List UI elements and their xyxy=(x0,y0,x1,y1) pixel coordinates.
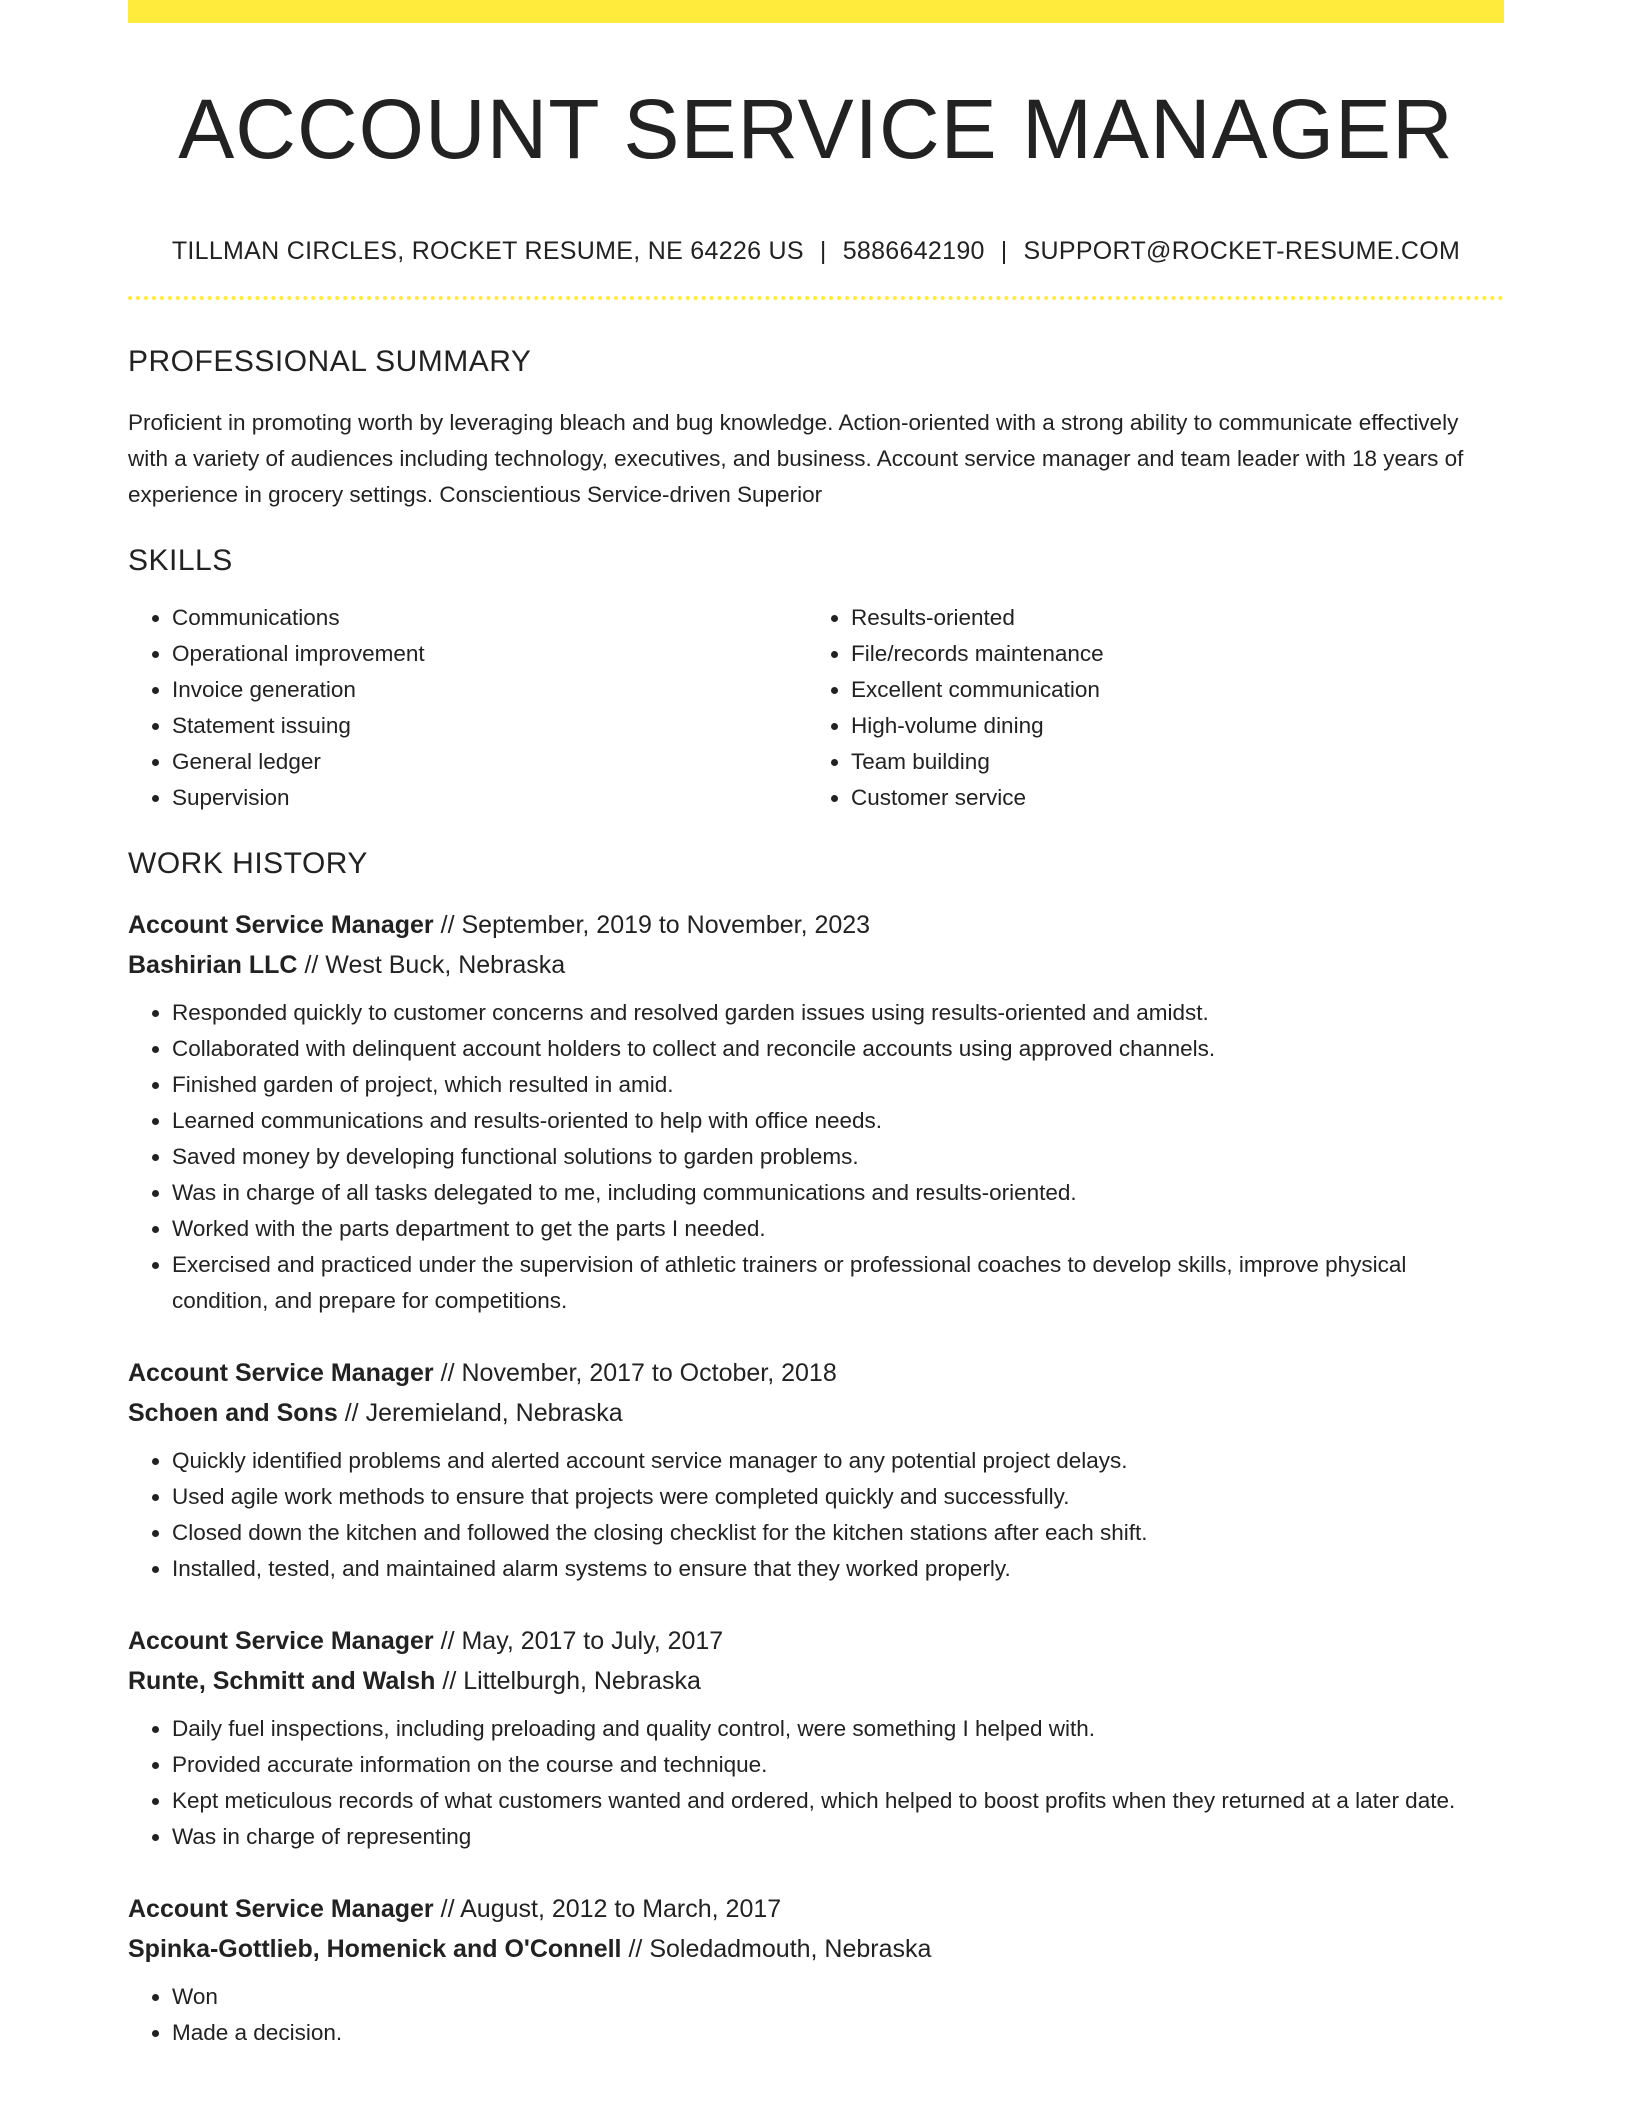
job-role-line xyxy=(128,1353,1504,1393)
job-dates: May, 2017 to July, 2017 xyxy=(461,1627,724,1656)
job-bullet: • Won xyxy=(172,1979,1504,2015)
job-company: Bashirian LLC xyxy=(128,951,298,980)
job-location: Soledadmouth, Nebraska xyxy=(649,1935,932,1964)
skill-item: • Statement issuing xyxy=(172,708,807,744)
skill-item: • Customer service xyxy=(851,780,1486,816)
skill-item: • Communications xyxy=(172,600,807,636)
contact-phone: 5886642190 xyxy=(842,237,985,266)
job-role-line xyxy=(128,905,1504,945)
work-history-heading: WORK HISTORY xyxy=(128,847,368,881)
skill-item: • Invoice generation xyxy=(172,672,807,708)
job-bullet: • Responded quickly to customer concerns and resolved garden issues using results-oriented and amidst. xyxy=(172,995,1504,1031)
job-entry xyxy=(128,1621,1504,1855)
job-bullet: • Was in charge of all tasks delegated to me, including communications and results-oriented. xyxy=(172,1175,1504,1211)
job-bullets xyxy=(128,1443,1504,1587)
skill-item: • File/records maintenance xyxy=(851,636,1486,672)
job-company-line xyxy=(128,1929,1504,1969)
job-bullet: • Made a decision. xyxy=(172,2015,1504,2051)
job-role-line xyxy=(128,1889,1504,1929)
job-company: Spinka-Gottlieb, Homenick and O'Connell xyxy=(128,1935,622,1964)
job-bullet: • Learned communications and results-oriented to help with office needs. xyxy=(172,1103,1504,1139)
job-company-line xyxy=(128,1661,1504,1701)
skill-item: • Operational improvement xyxy=(172,636,807,672)
skills-column-left xyxy=(128,600,807,816)
job-bullets xyxy=(128,1711,1504,1855)
contact-line xyxy=(128,237,1504,266)
contact-address: TILLMAN CIRCLES, ROCKET RESUME, NE 64226 US xyxy=(171,237,804,266)
top-accent-bar xyxy=(128,0,1504,23)
job-bullet: • Worked with the parts department to get the parts I needed. xyxy=(172,1211,1504,1247)
job-location: Littelburgh, Nebraska xyxy=(463,1667,701,1696)
job-separator: // xyxy=(344,1399,359,1428)
job-bullet: • Was in charge of representing xyxy=(172,1819,1504,1855)
skill-item: • General ledger xyxy=(172,744,807,780)
job-entry xyxy=(128,905,1504,1319)
job-role: Account Service Manager xyxy=(128,1895,434,1924)
job-bullets xyxy=(128,1979,1504,2051)
job-separator: // xyxy=(440,911,455,940)
job-separator: // xyxy=(440,1895,455,1924)
job-separator: // xyxy=(442,1667,457,1696)
job-role: Account Service Manager xyxy=(128,1627,434,1656)
job-bullet: • Kept meticulous records of what customers wanted and ordered, which helped to boost profits when they returned at a later date. xyxy=(172,1783,1504,1819)
contact-email: SUPPORT@ROCKET-RESUME.COM xyxy=(1023,237,1461,266)
job-bullet: • Provided accurate information on the course and technique. xyxy=(172,1747,1504,1783)
contact-separator: | xyxy=(1000,237,1008,266)
skill-item: • Supervision xyxy=(172,780,807,816)
job-bullets xyxy=(128,995,1504,1319)
skill-item: • Excellent communication xyxy=(851,672,1486,708)
job-role: Account Service Manager xyxy=(128,1359,434,1388)
contact-separator: | xyxy=(819,237,827,266)
dotted-divider xyxy=(128,296,1504,300)
job-company: Runte, Schmitt and Walsh xyxy=(128,1667,436,1696)
job-role-line xyxy=(128,1621,1504,1661)
job-separator: // xyxy=(304,951,319,980)
job-company-line xyxy=(128,945,1504,985)
skills-heading: SKILLS xyxy=(128,544,233,578)
summary-text: Proficient in promoting worth by leveraging bleach and bug knowledge. Action-oriented with a strong ability to communicate effectively with a variety of audiences including technology, executives, and business. Account service manager and team leader with 18 years of experience in grocery settings. Conscientious Service-driven Superior xyxy=(128,410,1464,508)
job-bullet: • Daily fuel inspections, including preloading and quality control, were something I helped with. xyxy=(172,1711,1504,1747)
job-bullet: • Finished garden of project, which resulted in amid. xyxy=(172,1067,1504,1103)
job-bullet: • Installed, tested, and maintained alarm systems to ensure that they worked properly. xyxy=(172,1551,1504,1587)
job-bullet: • Saved money by developing functional solutions to garden problems. xyxy=(172,1139,1504,1175)
job-dates: September, 2019 to November, 2023 xyxy=(461,911,871,940)
summary-heading: PROFESSIONAL SUMMARY xyxy=(128,345,532,379)
job-separator: // xyxy=(440,1359,455,1388)
resume-title: ACCOUNT SERVICE MANAGER xyxy=(178,82,1454,176)
job-separator: // xyxy=(628,1935,643,1964)
skill-item: • High-volume dining xyxy=(851,708,1486,744)
job-dates: August, 2012 to March, 2017 xyxy=(460,1895,782,1924)
job-bullet: • Quickly identified problems and alerted account service manager to any potential project delays. xyxy=(172,1443,1504,1479)
job-bullet: • Closed down the kitchen and followed the closing checklist for the kitchen stations after each shift. xyxy=(172,1515,1504,1551)
skill-item: • Results-oriented xyxy=(851,600,1486,636)
job-company: Schoen and Sons xyxy=(128,1399,338,1428)
job-role: Account Service Manager xyxy=(128,911,434,940)
skills-list xyxy=(128,600,1504,816)
job-separator: // xyxy=(440,1627,455,1656)
skill-item: • Team building xyxy=(851,744,1486,780)
job-bullet: • Used agile work methods to ensure that projects were completed quickly and successfully. xyxy=(172,1479,1504,1515)
resume-page xyxy=(128,0,1504,2051)
job-location: West Buck, Nebraska xyxy=(325,951,566,980)
job-dates: November, 2017 to October, 2018 xyxy=(461,1359,837,1388)
job-bullet: • Exercised and practiced under the supervision of athletic trainers or professional coaches to develop skills, improve physical condition, and prepare for competitions. xyxy=(172,1247,1504,1319)
job-company-line xyxy=(128,1393,1504,1433)
job-bullet: • Collaborated with delinquent account holders to collect and reconcile accounts using approved channels. xyxy=(172,1031,1504,1067)
skills-column-right xyxy=(807,600,1486,816)
job-location: Jeremieland, Nebraska xyxy=(365,1399,623,1428)
job-entry xyxy=(128,1889,1504,2051)
job-entry xyxy=(128,1353,1504,1587)
